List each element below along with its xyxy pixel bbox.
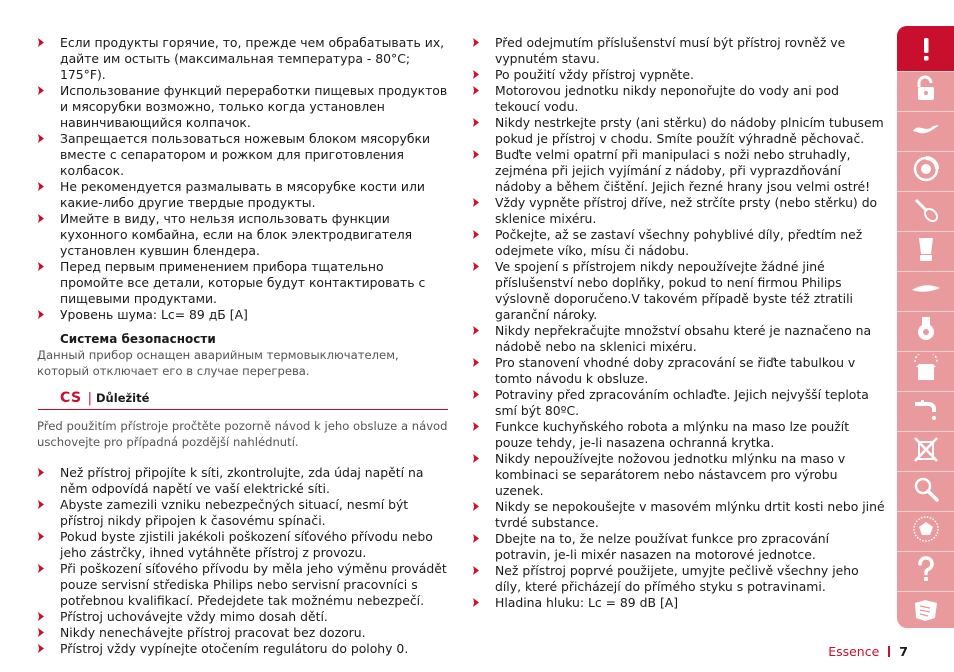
list-item: Запрещается пользоваться ножевым блоком мясорубки вместе с сепаратором и рожком для приготовления колбасок. bbox=[38, 131, 448, 179]
list-item: Nikdy nepoužívejte nožovou jednotku mlýnku na maso v kombinaci se separátorem nebo nástavcem pro výrobu uzenek. bbox=[473, 451, 885, 499]
list-item: Nikdy nenechávejte přístroj pracovat bez dozoru. bbox=[38, 625, 448, 641]
whisk-icon bbox=[911, 194, 941, 224]
blade-icon bbox=[911, 114, 941, 144]
list-item: Vždy vypněte přístroj dříve, než strčíte prsty (nebo stěrku) do sklenice mixéru. bbox=[473, 195, 885, 227]
bullet-icon bbox=[473, 454, 479, 463]
list-item: Počkejte, až se zastaví všechny pohyblivé díly, předtím než odejmete víko, mísu či nádobu. bbox=[473, 227, 885, 259]
bullet-icon bbox=[38, 86, 44, 95]
faucet-icon bbox=[911, 394, 941, 424]
footer-separator bbox=[888, 646, 890, 657]
list-item: Než přístroj poprvé použijete, umyjte pečlivě všechny jeho díly, které přicházejí do přímého styku s potravinami. bbox=[473, 563, 885, 595]
cs-intro-text: Před použitím přístroje pročtěte pozorně návod k jeho obsluze a návod uschovejte pro případná pozdější nahlédnutí. bbox=[37, 419, 448, 449]
bullet-icon bbox=[473, 118, 479, 127]
tab-recipes[interactable] bbox=[897, 586, 954, 632]
bullet-icon bbox=[38, 262, 44, 271]
section-title: Důležité bbox=[96, 391, 150, 405]
bullet-icon bbox=[473, 566, 479, 575]
section-tab-sidebar bbox=[897, 26, 954, 628]
bullet-icon bbox=[38, 310, 44, 319]
list-item: Potraviny před zpracováním ochlaďte. Jejich nejvyšší teplota smí být 80ºC. bbox=[473, 387, 885, 419]
product-name: Essence bbox=[828, 644, 880, 659]
knife-icon bbox=[911, 274, 941, 304]
list-item: Nikdy se nepokoušejte v masovém mlýnku drtit kosti nebo jiné tvrdé substance. bbox=[473, 499, 885, 531]
cs-bullet-list bbox=[38, 465, 448, 657]
header-separator: | bbox=[87, 391, 93, 406]
bullet-icon bbox=[38, 182, 44, 191]
bullet-icon bbox=[473, 86, 479, 95]
list-item: Po použití vždy přístroj vypněte. bbox=[473, 67, 885, 83]
list-item: Ve spojení s přístrojem nikdy nepoužívejte žádné jiné příslušenství nebo doplňky, pokud to není firmou Philips výslovně doporučeno.V takovém případě byste též ztratili garanční nároky. bbox=[473, 259, 885, 323]
bullet-icon bbox=[38, 628, 44, 637]
mincer-icon bbox=[911, 314, 941, 344]
guarantee-seal-icon bbox=[911, 514, 941, 544]
list-item: Motorovou jednotku nikdy neponořujte do vody ani pod tekoucí vodu. bbox=[473, 83, 885, 115]
right-column bbox=[473, 35, 885, 611]
list-item: Abyste zamezili vzniku nebezpečných situací, nesmí být přístroj nikdy připojen k časovému spínači. bbox=[38, 497, 448, 529]
bullet-icon bbox=[473, 198, 479, 207]
bullet-icon bbox=[38, 214, 44, 223]
list-item: Pro stanovení vhodné doby zpracování se řiďte tabulkou v tomto návodu k obsluze. bbox=[473, 355, 885, 387]
bullet-icon bbox=[38, 644, 44, 653]
bullet-icon bbox=[38, 564, 44, 573]
exclamation-icon bbox=[911, 34, 941, 64]
list-item: Pokud byste zjistili jakékoli poškození síťového přívodu nebo jeho zástrčky, ihned vytáhněte přístroj z provozu. bbox=[38, 529, 448, 561]
bullet-icon bbox=[473, 422, 479, 431]
list-item: Buďte velmi opatrní při manipulaci s noži nebo struhadly, zejména při jejich vyjímání z nádoby, při vyprazdňování nádoby a během čištění. Jejich řezné hrany jsou velmi ostré! bbox=[473, 147, 885, 195]
magnifier-icon bbox=[911, 474, 941, 504]
bullet-icon bbox=[38, 612, 44, 621]
bullet-icon bbox=[473, 390, 479, 399]
page-number: 7 bbox=[899, 644, 908, 659]
disc-icon bbox=[911, 154, 941, 184]
bullet-icon bbox=[473, 358, 479, 367]
bullet-icon bbox=[473, 502, 479, 511]
list-item: Při poškození síťového přívodu by měla jeho výměnu provádět pouze servisní střediska Philips nebo servisní pracovníci s potřebnou kvalifikací. Předejdete tak možnému nebezpečí. bbox=[38, 561, 448, 609]
bullet-icon bbox=[38, 38, 44, 47]
page-footer bbox=[828, 644, 908, 659]
storage-box-icon bbox=[911, 354, 941, 384]
bullet-icon bbox=[473, 70, 479, 79]
cs-section-header bbox=[38, 390, 448, 410]
list-item: Перед первым применением прибора тщательно промойте все детали, которые будут контактировать с пищевыми продуктами. bbox=[38, 259, 448, 307]
bullet-icon bbox=[473, 38, 479, 47]
ru-bullet-list bbox=[38, 35, 448, 323]
bullet-icon bbox=[473, 598, 479, 607]
bullet-icon bbox=[38, 500, 44, 509]
language-code: CS bbox=[60, 390, 82, 406]
bullet-icon bbox=[473, 262, 479, 271]
book-icon bbox=[911, 594, 941, 624]
list-item: Использование функций переработки пищевых продуктов и мясорубки возможно, только когда установлен навинчивающийся колпачок. bbox=[38, 83, 448, 131]
list-item: Nikdy nepřekračujte množství obsahu které je naznačeno na nádobě nebo na sklenici mixéru. bbox=[473, 323, 885, 355]
left-column bbox=[38, 35, 448, 657]
bullet-icon bbox=[38, 134, 44, 143]
question-icon bbox=[911, 554, 941, 584]
list-item: Přístroj uchovávejte vždy mimo dosah dětí. bbox=[38, 609, 448, 625]
list-item: Dbejte na to, že nelze používat funkce pro zpracování potravin, je-li mixér nasazen na motorové jednotce. bbox=[473, 531, 885, 563]
bullet-icon bbox=[473, 534, 479, 543]
safety-system-heading: Система безопасности bbox=[60, 332, 216, 346]
blender-icon bbox=[911, 234, 941, 264]
bullet-icon bbox=[473, 326, 479, 335]
list-item: Nikdy nestrkejte prsty (ani stěrku) do nádoby plnicím tubusem pokud je přístroj v chodu. Smíte použít výhradně pěchovač. bbox=[473, 115, 885, 147]
bullet-icon bbox=[473, 150, 479, 159]
list-item: Имейте в виду, что нельзя использовать функции кухонного комбайна, если на блок электродвигателя установлен кувшин блендера. bbox=[38, 211, 448, 259]
list-item: Funkce kuchyňského robota a mlýnku na maso lze použít pouze tehdy, je-li nasazena ochranná krytka. bbox=[473, 419, 885, 451]
recycle-bin-icon bbox=[911, 434, 941, 464]
list-item: Уровень шума: Lc= 89 дБ [A] bbox=[38, 307, 448, 323]
list-item: Не рекомендуется размалывать в мясорубке кости или какие-либо другие твердые продукты. bbox=[38, 179, 448, 211]
list-item: Než přístroj připojíte k síti, zkontrolujte, zda údaj napětí na něm odpovídá napětí ve vaší elektrické síti. bbox=[38, 465, 448, 497]
safety-system-text: Данный прибор оснащен аварийным термовыключателем, который отключает его в случае перегрева. bbox=[37, 348, 399, 378]
bullet-icon bbox=[38, 532, 44, 541]
bullet-icon bbox=[473, 230, 479, 239]
cs-bullet-list-continued bbox=[473, 35, 885, 611]
bullet-icon bbox=[38, 468, 44, 477]
list-item: Если продукты горячие, то, прежде чем обрабатывать их, дайте им остыть (максимальная температура - 80°C; 175°F). bbox=[38, 35, 448, 83]
list-item: Přístroj vždy vypínejte otočením regulátoru do polohy 0. bbox=[38, 641, 448, 657]
unlock-icon bbox=[911, 74, 941, 104]
list-item: Hladina hluku: Lc = 89 dB [A] bbox=[473, 595, 885, 611]
list-item: Před odejmutím příslušenství musí být přístroj rovněž ve vypnutém stavu. bbox=[473, 35, 885, 67]
